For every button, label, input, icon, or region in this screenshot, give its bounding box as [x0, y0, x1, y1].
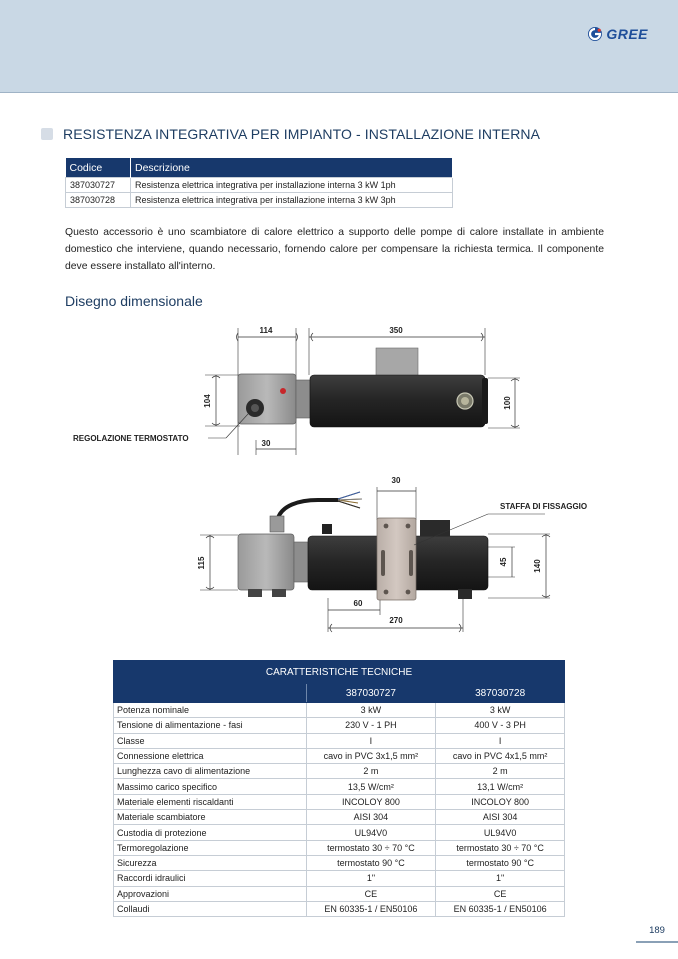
spec-value-cell: 2 m: [436, 764, 565, 779]
bottom-view: [200, 487, 550, 632]
table-row: [114, 871, 565, 886]
spec-value-cell: UL94V0: [436, 825, 565, 840]
dim-30-top: 30: [261, 439, 271, 448]
spec-value-cell: 3 kW: [306, 703, 436, 718]
spec-label-cell: Materiale elementi riscaldanti: [114, 794, 307, 809]
dim-115: 115: [197, 556, 206, 570]
spec-label-cell: Tensione di alimentazione - fasi: [114, 718, 307, 733]
spec-value-cell: termostato 30 ÷ 70 °C: [436, 840, 565, 855]
spec-value-cell: EN 60335-1 / EN50106: [436, 901, 565, 916]
spec-value-cell: 1": [306, 871, 436, 886]
dim-60: 60: [353, 599, 363, 608]
spec-value-cell: 13,1 W/cm²: [436, 779, 565, 794]
codes-table: [65, 158, 453, 208]
description-cell: Resistenza elettrica integrativa per installazione interna 3 kW 3ph: [131, 193, 453, 208]
table-row: [66, 178, 453, 193]
page-number: 189: [649, 925, 665, 936]
spec-value-cell: 2 m: [306, 764, 436, 779]
table-row: [114, 779, 565, 794]
table-row: [114, 733, 565, 748]
specs-model-2: 387030728: [436, 684, 565, 703]
label-thermostat: REGOLAZIONE TERMOSTATO: [73, 434, 189, 443]
spec-value-cell: termostato 90 °C: [436, 855, 565, 870]
brand-logo: [587, 24, 648, 44]
spec-value-cell: I: [306, 733, 436, 748]
section-title: [41, 126, 540, 142]
specs-table: [113, 660, 565, 917]
dim-114: 114: [259, 326, 273, 335]
spec-label-cell: Massimo carico specifico: [114, 779, 307, 794]
table-row: [114, 810, 565, 825]
spec-value-cell: cavo in PVC 3x1,5 mm²: [306, 748, 436, 763]
table-row: [114, 764, 565, 779]
description-cell: Resistenza elettrica integrativa per installazione interna 3 kW 1ph: [131, 178, 453, 193]
spec-label-cell: Termoregolazione: [114, 840, 307, 855]
spec-label-cell: Custodia di protezione: [114, 825, 307, 840]
spec-label-cell: Sicurezza: [114, 855, 307, 870]
table-row: [114, 855, 565, 870]
spec-label-cell: Collaudi: [114, 901, 307, 916]
table-row: [114, 825, 565, 840]
table-row: [114, 840, 565, 855]
table-row: [114, 901, 565, 916]
table-row: [114, 748, 565, 763]
spec-value-cell: INCOLOY 800: [306, 794, 436, 809]
dim-45: 45: [499, 557, 508, 567]
dim-350: 350: [389, 326, 403, 335]
codes-header-description: Descrizione: [131, 158, 453, 178]
codes-table-header: [66, 158, 453, 178]
dim-104: 104: [203, 394, 212, 408]
dim-30-bottom: 30: [391, 476, 401, 485]
section-bullet-icon: [41, 128, 53, 140]
spec-value-cell: termostato 90 °C: [306, 855, 436, 870]
page-number-bar: [636, 941, 678, 943]
spec-value-cell: AISI 304: [306, 810, 436, 825]
dim-140: 140: [533, 559, 542, 573]
table-row: [114, 718, 565, 733]
specs-title-row: [114, 661, 565, 684]
codes-header-code: Codice: [66, 158, 131, 178]
specs-models-row: [114, 684, 565, 703]
product-description: Questo accessorio è uno scambiatore di calore elettrico a supporto delle pompe di calore installate in ambiente domestico che interviene, quando necessario, fornendo calore per compensare la richiesta termica. Il componente deve essere installato all'interno.: [65, 227, 604, 272]
label-bracket: STAFFA DI FISSAGGIO: [500, 502, 588, 511]
top-view: [205, 328, 520, 455]
code-cell: 387030728: [66, 193, 131, 208]
spec-value-cell: 230 V - 1 PH: [306, 718, 436, 733]
table-row: [114, 886, 565, 901]
spec-label-cell: Materiale scambiatore: [114, 810, 307, 825]
spec-value-cell: cavo in PVC 4x1,5 mm²: [436, 748, 565, 763]
spec-label-cell: Connessione elettrica: [114, 748, 307, 763]
dim-270: 270: [389, 616, 403, 625]
dim-100: 100: [503, 396, 512, 410]
spec-label-cell: Raccordi idraulici: [114, 871, 307, 886]
specs-model-1: 387030727: [306, 684, 436, 703]
spec-label-cell: Approvazioni: [114, 886, 307, 901]
spec-value-cell: I: [436, 733, 565, 748]
spec-value-cell: AISI 304: [436, 810, 565, 825]
specs-title: CARATTERISTICHE TECNICHE: [114, 661, 565, 684]
spec-label-cell: Lunghezza cavo di alimentazione: [114, 764, 307, 779]
spec-value-cell: CE: [306, 886, 436, 901]
spec-value-cell: termostato 30 ÷ 70 °C: [306, 840, 436, 855]
spec-value-cell: CE: [436, 886, 565, 901]
header-band: [0, 0, 678, 93]
code-cell: 387030727: [66, 178, 131, 193]
spec-value-cell: 13,5 W/cm²: [306, 779, 436, 794]
spec-label-cell: Classe: [114, 733, 307, 748]
drawing-heading: Disegno dimensionale: [65, 293, 203, 309]
spec-value-cell: 1": [436, 871, 565, 886]
brand-name: GREE: [606, 26, 648, 42]
specs-header-blank: [114, 684, 307, 703]
table-row: [66, 193, 453, 208]
table-row: [114, 794, 565, 809]
section-title-text: RESISTENZA INTEGRATIVA PER IMPIANTO - INSTALLAZIONE INTERNA: [63, 126, 541, 142]
spec-label-cell: Potenza nominale: [114, 703, 307, 718]
gree-logo-icon: [587, 26, 603, 42]
spec-value-cell: EN 60335-1 / EN50106: [306, 901, 436, 916]
spec-value-cell: INCOLOY 800: [436, 794, 565, 809]
table-row: [114, 703, 565, 718]
spec-value-cell: 3 kW: [436, 703, 565, 718]
spec-value-cell: 400 V - 3 PH: [436, 718, 565, 733]
spec-value-cell: UL94V0: [306, 825, 436, 840]
